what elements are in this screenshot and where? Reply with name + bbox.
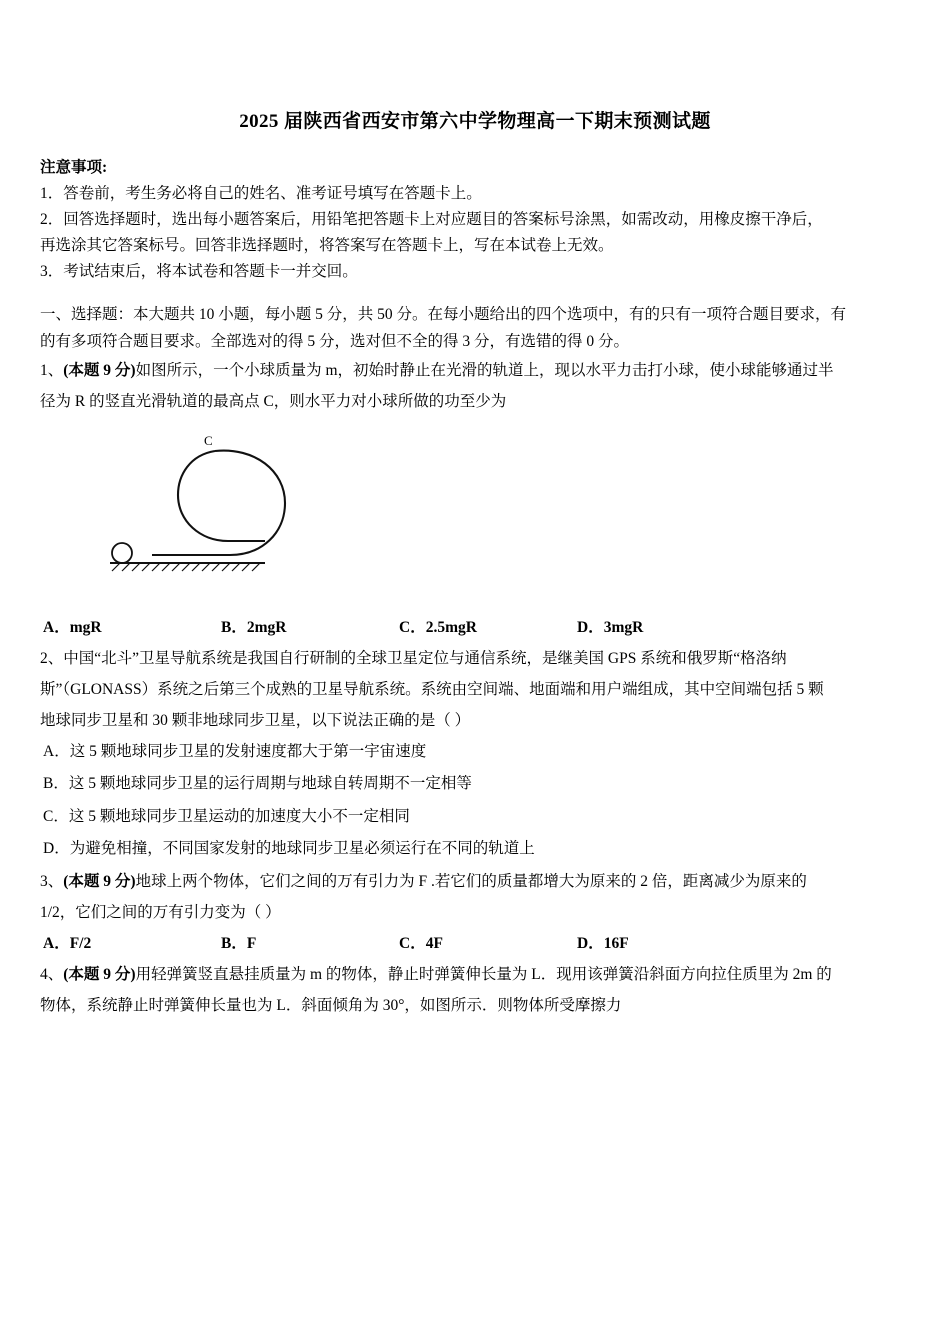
question-3-stem-text-1: 地球上两个物体，它们之间的万有引力为 F .若它们的质量都增大为原来的 2 倍，距离减少为原来的 xyxy=(135,872,807,890)
question-2-stem-line-3: 地球同步卫星和 30 颗非地球同步卫星，以下说法正确的是（ ） xyxy=(40,711,471,729)
question-4-stem-line-2: 物体，系统静止时弹簧伸长量也为 L．斜面倾角为 30°，如图所示．则物体所受摩擦力 xyxy=(40,996,622,1014)
question-1-stem-line-2: 径为 R 的竖直光滑轨道的最高点 C，则水平力对小球所做的功至少为 xyxy=(40,392,507,410)
question-1-figure xyxy=(40,423,910,608)
ball-icon xyxy=(112,543,132,563)
question-3-stem-line-1 xyxy=(40,866,910,897)
question-3-score-tag: (本题 9 分) xyxy=(63,872,136,890)
page-title: 2025 届陕西省西安市第六中学物理高一下期末预测试题 xyxy=(239,111,711,132)
page-bottom-spacer xyxy=(40,1021,910,1271)
question-2-choice-d[interactable]: D．为避免相撞，不同国家发射的地球同步卫星必须运行在不同的轨道上 xyxy=(43,840,535,858)
section-one-intro-line-1: 一、选择题：本大题共 10 小题，每小题 5 分，共 50 分。在每小题给出的四个选项中，有的只有一项符合题目要求，有 xyxy=(40,306,847,324)
notice-line-2: 2．回答选择题时，选出每小题答案后，用铅笔把答题卡上对应题目的答案标号涂黑，如需改动，用橡皮擦干净后， xyxy=(40,211,823,229)
question-1-option-a[interactable]: A．mgR xyxy=(43,618,102,636)
question-2-choice-a[interactable]: A．这 5 颗地球同步卫星的发射速度都大于第一宇宙速度 xyxy=(43,742,427,760)
question-2-choice-b[interactable]: B．这 5 颗地球同步卫星的运行周期与地球自转周期不一定相等 xyxy=(43,775,472,793)
question-2-stem-line-2: 斯”（GLONASS）系统之后第三个成熟的卫星导航系统。系统由空间端、地面端和用户端组成，其中空间端包括 5 颗 xyxy=(40,680,824,698)
question-3-option-d[interactable]: D．16F xyxy=(577,934,629,952)
question-1-number: 1、 xyxy=(40,361,64,379)
notice-line-1: 1．答卷前，考生务必将自己的姓名、准考证号填写在答题卡上。 xyxy=(40,185,482,202)
question-1-options xyxy=(40,612,910,643)
question-3-option-c[interactable]: C．4F xyxy=(399,934,443,952)
question-1-stem-text-1: 如图所示，一个小球质量为 m，初始时静止在光滑的轨道上，现以水平力击打小球，使小球能够通过半 xyxy=(135,361,834,379)
question-3-stem-line-2: 1/2，它们之间的万有引力变为（ ） xyxy=(40,903,281,921)
notice-line-4: 3．考试结束后，将本试卷和答题卡一并交回。 xyxy=(40,263,358,281)
question-2-stem-text-1: 中国“北斗”卫星导航系统是我国自行研制的全球卫星定位与通信系统，是继美国 GPS 系统和俄罗斯“格洛纳 xyxy=(63,649,787,667)
notice-line-3: 再选涂其它答案标号。回答非选择题时，将答案写在答题卡上，写在本试卷上无效。 xyxy=(40,237,614,255)
question-4-stem-line-1 xyxy=(40,959,910,990)
question-1-score-tag: (本题 9 分) xyxy=(63,361,136,379)
question-4-number: 4、 xyxy=(40,965,64,983)
question-4-score-tag: (本题 9 分) xyxy=(63,965,136,983)
question-2-number: 2、 xyxy=(40,649,64,667)
question-2-stem-line-1 xyxy=(40,643,910,674)
question-3-option-a[interactable]: A．F/2 xyxy=(43,934,92,952)
section-one-intro-line-2: 的有多项符合题目要求。全部选对的得 5 分，选对但不全的得 3 分，有选错的得 0 分。 xyxy=(40,332,630,350)
ground-hatching xyxy=(112,563,260,571)
loop-track-diagram xyxy=(80,423,440,603)
question-1-option-c[interactable]: C．2.5mgR xyxy=(399,618,477,636)
question-2-choice-c[interactable]: C．这 5 颗地球同步卫星运动的加速度大小不一定相同 xyxy=(43,807,410,825)
track-inner-path xyxy=(178,451,228,541)
question-1-stem-line-1 xyxy=(40,355,910,386)
question-4-stem-text-1: 用轻弹簧竖直悬挂质量为 m 的物体，静止时弹簧伸长量为 L．现用该弹簧沿斜面方向拉住质里为 2m 的 xyxy=(135,965,832,983)
notice-heading: 注意事项: xyxy=(40,159,108,176)
question-1-option-b[interactable]: B．2mgR xyxy=(221,618,287,636)
question-3-number: 3、 xyxy=(40,872,64,890)
question-1-option-d[interactable]: D．3mgR xyxy=(577,618,644,636)
question-3-options xyxy=(40,928,910,959)
figure-label-c: C xyxy=(204,432,213,448)
question-3-option-b[interactable]: B．F xyxy=(221,934,257,952)
